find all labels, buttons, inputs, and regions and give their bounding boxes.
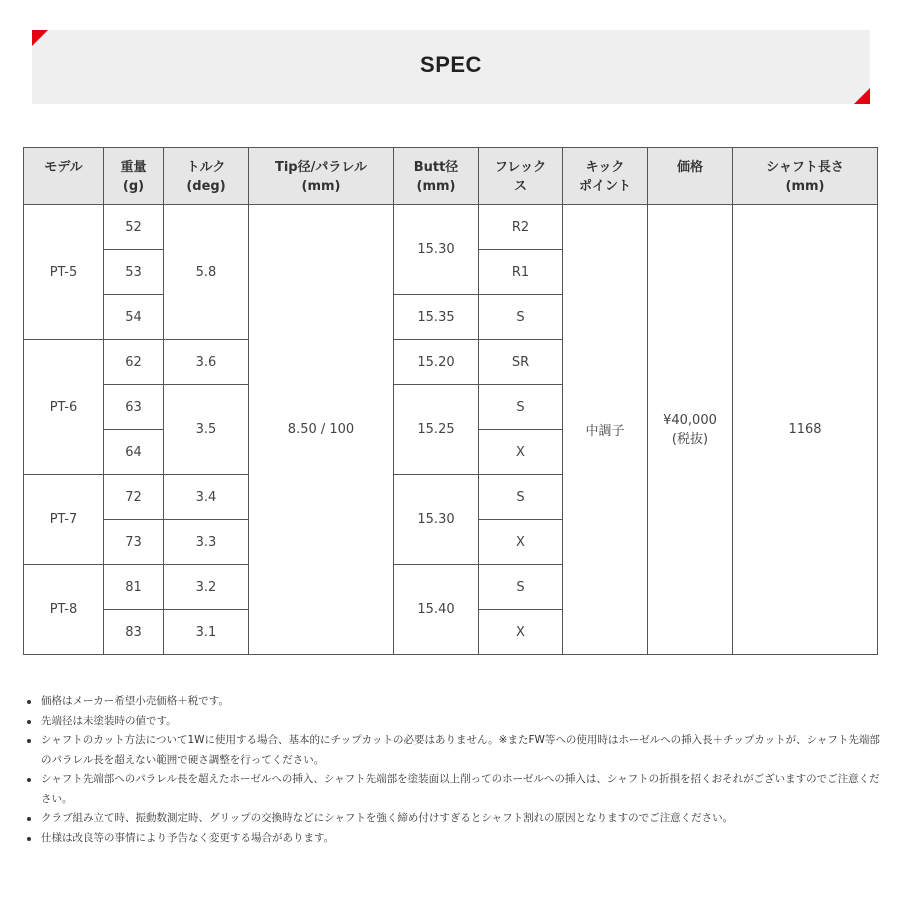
bullet-icon [27,837,31,841]
table-row [24,205,878,250]
spec-table [23,147,878,655]
header-kick-point: キック ポイント [563,148,648,205]
length-cell: 1168 [733,205,878,655]
header-weight: 重量 (g) [104,148,164,205]
torque-cell: 3.5 [164,385,249,475]
red-corner-accent [854,88,870,104]
torque-cell: 3.4 [164,475,249,520]
flex-cell: S [479,385,563,430]
torque-cell: 3.6 [164,340,249,385]
weight-cell: 64 [104,430,164,475]
weight-cell: 83 [104,610,164,655]
torque-cell: 3.1 [164,610,249,655]
weight-cell: 72 [104,475,164,520]
bullet-icon [27,739,31,743]
flex-cell: SR [479,340,563,385]
weight-cell: 81 [104,565,164,610]
flex-cell: R1 [479,250,563,295]
flex-cell: S [479,475,563,520]
bullet-icon [27,817,31,821]
flex-cell: X [479,610,563,655]
weight-cell: 54 [104,295,164,340]
list-item: クラブ組み立て時、振動数測定時、グリップの交換時などにシャフトを強く締め付けすぎるとシャフト割れの原因となりますのでご注意ください。 [25,809,883,829]
header-model: モデル [24,148,104,205]
weight-cell: 53 [104,250,164,295]
model-cell: PT-7 [24,475,104,565]
butt-cell: 15.35 [394,295,479,340]
price-cell: ¥40,000 (税抜) [648,205,733,655]
header-shaft-length: シャフト長さ (mm) [733,148,878,205]
model-cell: PT-5 [24,205,104,340]
list-item: シャフトのカット方法について1Wに使用する場合、基本的にチップカットの必要はありません。※またFW等への使用時はホーゼルへの挿入長＋チップカットが、シャフト先端部のパラレル長を超えない範囲で硬さ調整を行ってください。 [25,731,883,770]
kick-point-cell: 中調子 [563,205,648,655]
header-price: 価格 [648,148,733,205]
header-butt-diameter: Butt径 (mm) [394,148,479,205]
notes-list [25,692,883,848]
flex-cell: X [479,430,563,475]
weight-cell: 63 [104,385,164,430]
list-item: 先端径は未塗装時の値です。 [25,712,883,732]
flex-cell: R2 [479,205,563,250]
list-item: 仕様は改良等の事情により予告なく変更する場合があります。 [25,829,883,849]
butt-cell: 15.30 [394,205,479,295]
banner-title: SPEC [420,52,482,77]
list-item: 価格はメーカー希望小売価格＋税です。 [25,692,883,712]
header-torque: トルク (deg) [164,148,249,205]
flex-cell: X [479,520,563,565]
header-tip-diameter: Tip径/パラレル (mm) [249,148,394,205]
weight-cell: 73 [104,520,164,565]
table-header-row [24,148,878,205]
butt-cell: 15.25 [394,385,479,475]
header-flex: フレック ス [479,148,563,205]
weight-cell: 52 [104,205,164,250]
bullet-icon [27,720,31,724]
list-item: シャフト先端部へのパラレル長を超えたホーゼルへの挿入、シャフト先端部を塗装面以上削ってのホーゼルへの挿入は、シャフトの折損を招くおそれがございますのでご注意ください。 [25,770,883,809]
bullet-icon [27,700,31,704]
tip-cell: 8.50 / 100 [249,205,394,655]
model-cell: PT-8 [24,565,104,655]
butt-cell: 15.40 [394,565,479,655]
weight-cell: 62 [104,340,164,385]
butt-cell: 15.20 [394,340,479,385]
spec-banner [32,30,870,104]
model-cell: PT-6 [24,340,104,475]
torque-cell: 3.3 [164,520,249,565]
flex-cell: S [479,565,563,610]
bullet-icon [27,778,31,782]
flex-cell: S [479,295,563,340]
butt-cell: 15.30 [394,475,479,565]
torque-cell: 3.2 [164,565,249,610]
red-corner-accent [32,30,48,46]
torque-cell: 5.8 [164,205,249,340]
